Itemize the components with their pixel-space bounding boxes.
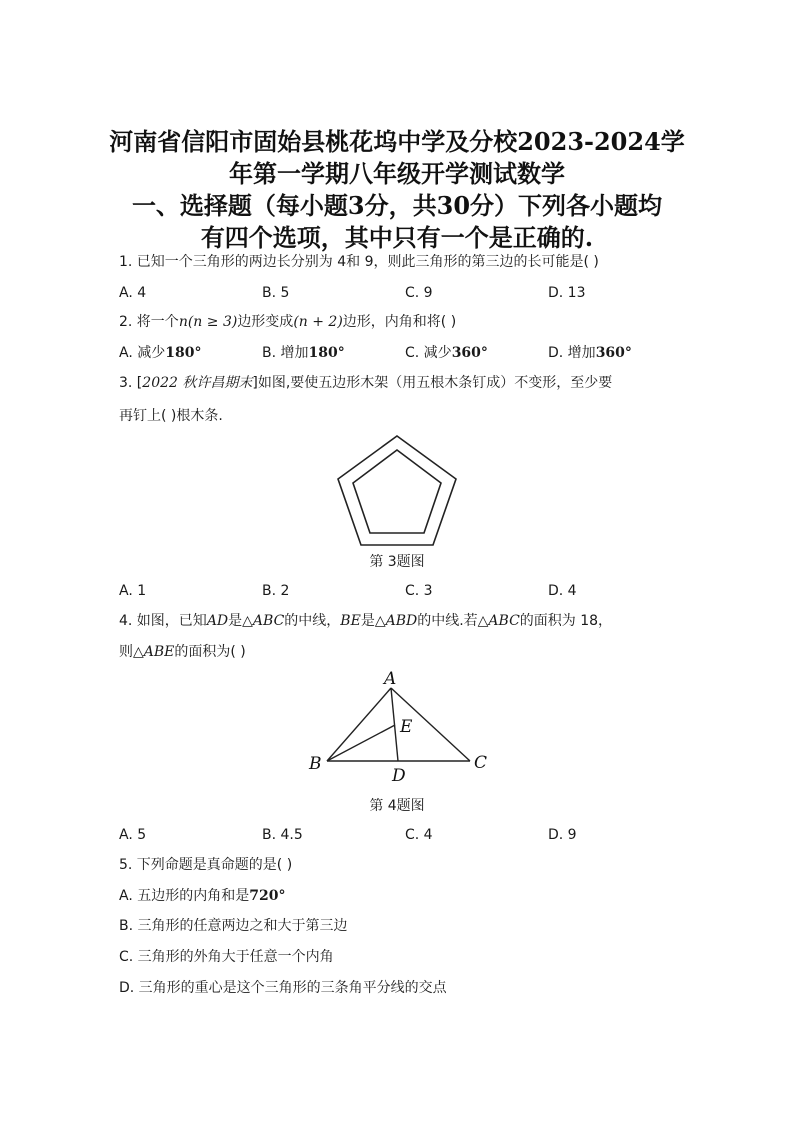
question-4-line-1-segment: 的中线， [284,613,341,629]
question-4-option-b: B. 4.5 [262,827,303,843]
question-2-text [119,312,456,332]
question-2-mid: 边形变成 [237,314,294,330]
question-4-line-1-segment: BE [340,613,361,629]
question-4-line-2 [119,642,246,662]
question-3-option-d: D. 4 [548,583,577,599]
question-2-prefix: 2. 将一个 [119,314,179,330]
question-4-option-d: D. 9 [548,827,577,843]
label-e: E [400,717,413,737]
question-5-text: 5. 下列命题是真命题的是( ) [119,857,293,873]
question-3-option-c: C. 3 [405,583,433,599]
question-3-option-b: B. 2 [262,583,290,599]
label-b: B [309,754,322,774]
question-1-option-b: B. 5 [262,285,290,301]
question-3-line-2: 再钉上( )根木条. [119,408,223,424]
question-1-option-d: D. 13 [548,285,586,301]
triangle-figure [300,668,500,790]
label-d: D [392,766,406,786]
label-c: C [474,753,488,773]
question-2-expression: (n + 2) [293,314,343,330]
pentagon-figure [330,428,464,550]
section-heading-line-1: 一、选择题（每小题3分，共30分）下列各小题均 [131,191,663,220]
question-4-line-1-segment: 4. 如图，已知 [119,613,207,629]
question-2-option-d: D. 增加360° [548,345,632,361]
question-4-caption: 第 4题图 [369,798,425,814]
question-3-line-1: 3. [2022 秋许昌期末]如图,要使五边形木架（用五根木条钉成）不变形，至少要 [119,375,613,391]
question-2-suffix: 边形，内角和将( ) [342,314,457,330]
question-5-option-d: D. 三角形的重心是这个三角形的三条角平分线的交点 [119,980,447,996]
question-4-line-1-segment: 的中线.若 [417,613,478,629]
question-5-option-c: C. 三角形的外角大于任意一个内角 [119,949,334,965]
question-4-line-1-segment: 是 [360,613,375,629]
question-4-line-1-segment: AD [206,613,229,629]
title-line-2: 年第一学期八年级开学测试数学 [229,159,565,188]
question-1-option-c: C. 9 [405,285,433,301]
question-4-line-1-segment: △ABC [477,613,520,629]
question-4-line-2-segment: 的面积为( ) [174,644,246,660]
question-4-line-2-segment: △ABE [133,644,175,660]
question-4-line-1-segment: △ABD [374,613,418,629]
question-4-option-c: C. 4 [405,827,433,843]
section-heading-line-2: 有四个选项，其中只有一个是正确的. [200,223,594,252]
label-a: A [384,669,397,689]
pentagon-inner [353,450,441,533]
question-3-option-a: A. 1 [119,583,147,599]
question-1-option-a: A. 4 [119,285,147,301]
question-5-option-a: A. 五边形的内角和是720° [119,888,286,904]
question-3-caption: 第 3题图 [369,554,425,570]
side-ab [327,688,391,761]
question-3-source: 2022 秋许昌期末 [142,375,253,391]
question-4-line-1 [119,611,612,631]
question-2-option-c: C. 减少360° [405,345,488,361]
question-2-option-b: B. 增加180° [262,345,345,361]
title-line-1: 河南省信阳市固始县桃花坞中学及分校2023-2024学 [109,127,685,156]
question-4-line-1-segment: △ABC [242,613,285,629]
question-4-line-1-segment: 的面积为 18， [519,613,613,629]
question-2-condition: n(n ≥ 3) [178,314,238,330]
question-4-line-1-segment: 是 [228,613,243,629]
question-4-option-a: A. 5 [119,827,147,843]
median-be [327,725,395,761]
question-4-line-2-segment: 则 [119,644,133,660]
question-5-option-b: B. 三角形的任意两边之和大于第三边 [119,918,348,934]
question-1-text: 1. 已知一个三角形的两边长分别为 4和 9，则此三角形的第三边的长可能是( ) [119,254,599,270]
question-2-option-a: A. 减少180° [119,345,202,361]
